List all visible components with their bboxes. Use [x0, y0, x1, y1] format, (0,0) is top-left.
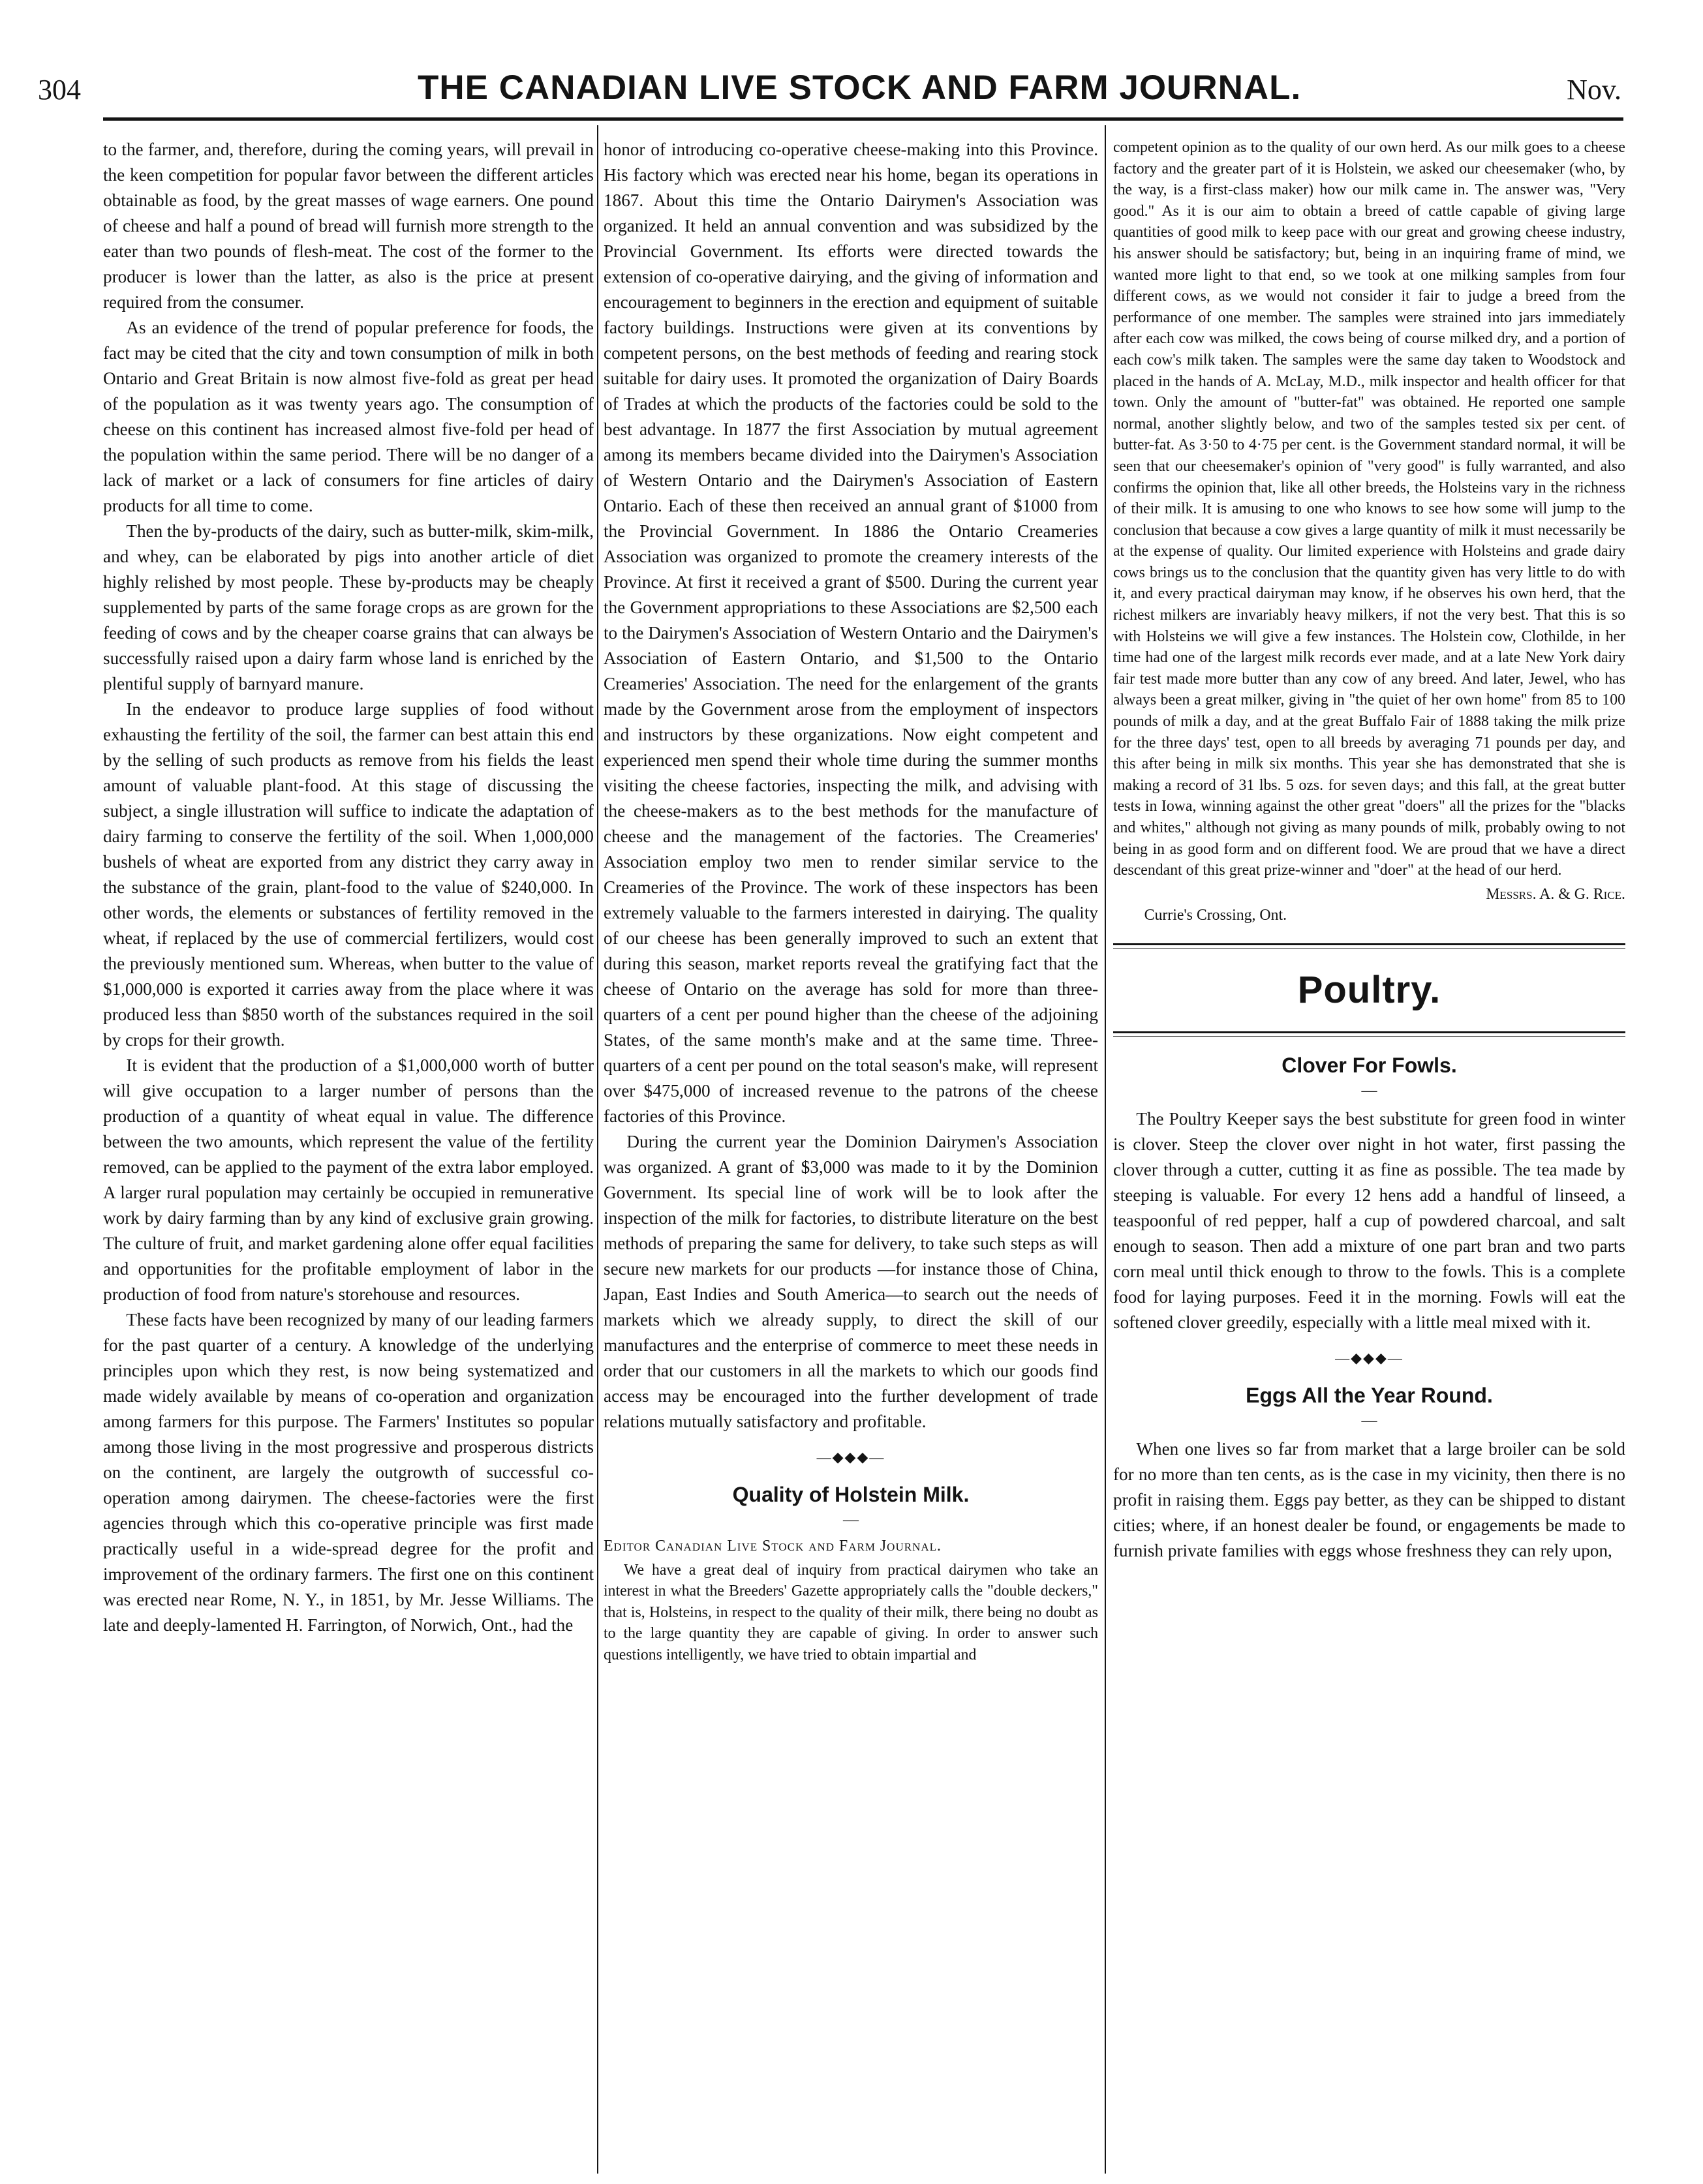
heading-dash: — — [1361, 1412, 1377, 1429]
column-divider-1 — [597, 125, 598, 2174]
paragraph: In the endeavor to produce large supplies of food without exhausting the fertility of the soil, the farmer can best attain this end by the selling of such products as remove from his fields the least amount of valuable plant-food. At this stage of discussing the subject, a single illustration will suffice to indicate the adaptation of dairy farming to conserve the fertility of the soil. When 1,000,000 bushels of wheat are exported from any district they carry away in the substance of the grain, plant-food to the value of $240,000. In other words, the elements or substances of fertility removed in the wheat, if replaced by the use of commercial fertilizers, would cost the previously mentioned sum. Whereas, when butter to the value of $1,000,000 is exported it carries away from the place where it was produced less than $850 worth of the substances required in the soil by crops for their growth. — [103, 699, 594, 1050]
section-rule — [1113, 943, 1625, 948]
paragraph: It is evident that the production of a $1,000,000 worth of butter will give occupation to a larger number of persons than the production of a quantity of wheat equal in value. The difference between the two amounts, which represent the value of the fertility removed, can be applied to the payment of the extra labor employed. A larger rural population may certainly be occupied in remunerative work by dairy farming than by any kind of exclusive grain growing. The culture of fruit, and market gardening alone offer equal facilities and opportunities for the profitable employment of labor in the production of food from nature's storehouse and resources. — [103, 1055, 594, 1304]
page-number: 304 — [38, 74, 81, 106]
paragraph: When one lives so far from market that a large broiler can be sold for no more than ten cents, as is the case in my vicinity, then there is no profit in raising them. Eggs pay better, as they can be shipped to distant cities; where, if an honest dealer be found, or engagements be made to furnish private families with eggs whose freshness they can rely upon, — [1113, 1438, 1625, 1560]
section-rule — [1113, 1031, 1625, 1037]
issue-month: Nov. — [1567, 74, 1621, 106]
column-1 — [103, 137, 594, 2172]
heading-dash: — — [1361, 1082, 1377, 1099]
signature: Messrs. A. & G. Rice. — [1486, 885, 1625, 903]
paragraph: Then the by-products of the dairy, such as butter-milk, skim-milk, and whey, can be elaborated by pigs into another article of diet highly relished by most people. These by-products may be cheaply supplemented by parts of the same forage crops as are grown for the feeding of cows and by the cheaper coarse grains that can always be successfully raised upon a dairy farm whose land is enriched by the plentiful supply of barnyard manure. — [103, 521, 594, 693]
section-ornament: —◆◆◆— — [1335, 1349, 1404, 1366]
paragraph: During the current year the Dominion Dairymen's Association was organized. A grant of $3,000 was made to it by the Dominion Government. Its special line of work will be to look after the inspection of the milk for factories, to distribute literature on the best methods of preparing the same for delivery, to take such steps as will secure new markets for our products —for instance those of China, Japan, East Indies and South America—to search out the needs of markets which we already supply, to direct the skill of our manufactures and the enterprise of commerce to meet these needs in order that our customers in all the markets to which our goods find access may be encouraged into the further development of trade relations mutually satisfactory and profitable. — [604, 1132, 1098, 1431]
paragraph: honor of introducing co-operative cheese-making into this Province. His factory which was erected near his home, began its operations in 1867. About this time the Ontario Dairymen's Association was organized. It held an annual convention and was subsidized by the Provincial Government. Its efforts were directed towards the extension of co-operative dairying, and the giving of information and encouragement to beginners in the erection and equipment of suitable factory buildings. Instructions were given at its conventions by competent persons, on the best methods of feeding and rearing stock suitable for dairy uses. It promoted the organization of Dairy Boards of Trades at which the products of the factories could be sold to the best advantage. In 1877 the first Association by mutual agreement among its members became divided into the Dairymen's Association of Western Ontario and the Dairymen's Association of Eastern Ontario. Each of these then received an annual grant of $1000 from the Provincial Government. In 1886 the Ontario Creameries Association was organized to promote the creamery interests of the Province. At first it received a grant of $500. During the current year the Government appropriations to these Associations are $2,500 each to the Dairymen's Association of Western Ontario and the Dairymen's Association of Eastern Ontario, and $1,500 to the Ontario Creameries' Association. The need for the enlargement of the grants made by the Government arose from the employment of inspectors and instructors by these organizations. Now eight competent and experienced men spend their whole time during the summer months visiting the cheese factories, inspecting the milk, and advising with the cheese-makers as to the best methods for the manufacture of cheese and the management of the factories. The Creameries' Association employ two men to render similar service to the Creameries of the Province. The work of these inspectors has been extremely valuable to the farmers interested in dairying. The quality of our cheese has been generally improved to such an extent that during this season, market reports reveal the gratifying fact that the cheese of Ontario on the average has sold for more than three-quarters of a cent per pound higher than the cheese of the adjoining States, of the same month's make and at the same time. Three-quarters of a cent per pound on the total season's make, will represent over $475,000 of increased revenue to the patrons of the cheese factories of this Province. — [604, 140, 1098, 1126]
editor-line: Editor Canadian Live Stock and Farm Journal. — [604, 1538, 942, 1555]
paragraph: We have a great deal of inquiry from practical dairymen who take an interest in what the Breeders' Gazette appropriately calls the "double deckers," that is, Holsteins, in respect to the quality of their milk, there being no doubt as to the large quantity they are capable of giving. In order to answer such questions intelligently, we have tried to obtain impartial and — [604, 1561, 1098, 1663]
paragraph: As an evidence of the trend of popular preference for foods, the fact may be cited that the city and town consumption of milk in both Ontario and Great Britain is now almost five-fold as great per head of the population as it was twenty years ago. The consumption of cheese on this continent has increased almost five-fold per head of the population within the same period. There will be no danger of a lack of market or a lack of consumers for fine articles of dairy products for all time to come. — [103, 318, 594, 515]
header-rule — [103, 117, 1623, 121]
column-2 — [604, 137, 1098, 2172]
clover-heading: Clover For Fowls. — [1281, 1053, 1457, 1077]
paragraph: These facts have been recognized by many of our leading farmers for the past quarter of a century. A knowledge of the underlying principles upon which they rest, is now being systematized and made widely available by means of co-operation and organization among farmers for this purpose. The Farmers' Institutes so popular among those living in the most progressive and prosperous districts on the continent, are largely the outgrowth of successful co-operation among dairymen. The cheese-factories were the first agencies through which this co-operative principle was first made practically useful in a wide-spread degree for the profit and improvement of the ordinary farmers. The first one on this continent was erected near Rome, N. Y., in 1851, by Mr. Jesse Williams. The late and deeply-lamented H. Farrington, of Norwich, Ont., had the — [103, 1310, 594, 1635]
section-ornament: —◆◆◆— — [816, 1449, 885, 1465]
eggs-heading: Eggs All the Year Round. — [1246, 1383, 1493, 1407]
paragraph: The Poultry Keeper says the best substitute for green food in winter is clover. Steep the clover over night in hot water, first passing the clover through a cutter, cutting it as fine as possible. The tea made by steeping is valuable. For every 12 hens add a handful of linseed, a teaspoonful of red pepper, half a cup of powdered charcoal, and salt enough to season. Then add a mixture of one part bran and two parts corn meal until thick enough to throw to the fowls. This is a complete food for laying purposes. Feed it in the morning. Fowls will eat the softened clover greedily, especially with a little meal mixed with it. — [1113, 1108, 1625, 1332]
poultry-heading: Poultry. — [1297, 968, 1441, 1011]
heading-dash: — — [843, 1511, 859, 1528]
paragraph: to the farmer, and, therefore, during the coming years, will prevail in the keen competition for popular favor between the different articles obtainable as food, by the great masses of wage earners. One pound of cheese and half a pound of bread will furnish more strength to the eater than two pounds of flesh-meat. The cost of the former to the producer is lower than the latter, as also is the price at present required from the consumer. — [103, 140, 594, 312]
column-divider-2 — [1105, 125, 1106, 2174]
holstein-heading: Quality of Holstein Milk. — [732, 1483, 970, 1506]
place-line: Currie's Crossing, Ont. — [1144, 907, 1287, 924]
paragraph: competent opinion as to the quality of our own herd. As our milk goes to a cheese factory and the greater part of it is Holstein, we asked our cheesemaker (who, by the way, is a first-class maker) how our milk came in. The answer was, "Very good." As it is our aim to obtain a breed of cattle capable of giving large quantities of good milk to keep pace with our great and growing cheese industry, his answer should be satisfactory; but, being in an inquiring frame of mind, we wanted more light to that end, so we took at one milking samples from four different cows, as we would not consider it fair to judge a breed from the performance of one member. The samples were strained into jars immediately after each cow was milked, the cows being of course milked dry, and a portion of each cow's milk taken. The samples were the same day taken to Woodstock and placed in the hands of A. McLay, M.D., milk inspector and health officer for that town. Only the amount of "butter-fat" was obtained. He reported one sample normal, another slightly below, and two of the samples tested six per cent. of butter-fat. As 3·50 to 4·75 per cent. is the Government standard normal, it will be seen that our cheesemaker's opinion of "very good" is fully warranted, and also confirms the opinion that, like all other breeds, the Holsteins vary in the richness of their milk. It is amusing to one who knows to see how some will jump to the conclusion that because a cow gives a large quantity of milk it must necessarily be at the expense of quality. Our limited experience with Holsteins and grade dairy cows brings us to the conclusion that the quantity given has very little to do with it, and every practical dairyman may know, if he observes his own herd, that the richest milkers are invariably heavy milkers, if not the very best. That this is so with Holsteins we will give a few instances. The Holstein cow, Clothilde, in her time had one of the largest milk records ever made, and at a late New York dairy fair test made more butter than any cow of any breed. And later, Jewel, who has always been a great milker, giving in "the quiet of her own home" from 85 to 100 pounds of milk a day, and at the great Buffalo Fair of 1888 taking the milk prize for the three days' test, open to all breeds by averaging 71 pounds per day, and this after being in milk six months. This year she has demonstrated that she is making a record of 31 lbs. 5 ozs. for seven days; and this fall, at the great butter tests in Iowa, winning against the other great "doers" all the prizes for the "blacks and whites," although not giving as many pounds of milk, probably owing to not being in as good form and on different food. We are proud that we have a direct descendant of this great prize-winner and "doer" at the head of our herd. — [1113, 139, 1625, 879]
column-3 — [1113, 137, 1625, 2172]
journal-title: THE CANADIAN LIVE STOCK AND FARM JOURNAL. — [418, 68, 1302, 107]
